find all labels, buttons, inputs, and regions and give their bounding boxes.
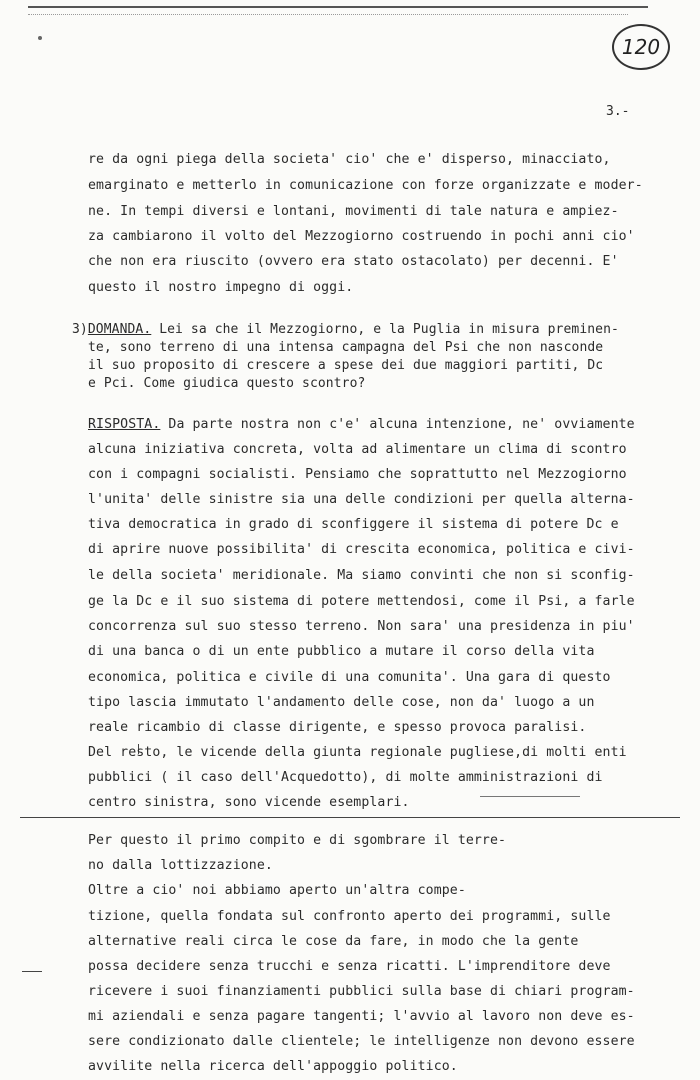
paste-divider-line (20, 817, 680, 818)
answer-line: di una banca o di un ente pubblico a mutare il corso della vita (88, 644, 595, 659)
answer-line-first (88, 417, 668, 432)
closing-line: no dalla lottizzazione. (88, 858, 273, 873)
answer-line: centro sinistra, sono vicende esemplari. (88, 795, 410, 810)
answer-line: alcuna iniziativa concreta, volta ad alimentare un clima di scontro (88, 442, 627, 457)
answer-line: con i compagni socialisti. Pensiamo che soprattutto nel Mezzogiorno (88, 467, 627, 482)
answer-line: economica, politica e civile di una comunita'. Una gara di questo (88, 670, 611, 685)
top-dotted-line (28, 14, 628, 15)
closing-line: alternative reali circa le cose da fare, in modo che la gente (88, 934, 579, 949)
answer-line: pubblici ( il caso dell'Acquedotto), di molte amministrazioni di (88, 770, 603, 785)
answer-line: Del resto, le vicende della giunta regionale pugliese,di molti enti (88, 745, 627, 760)
pen-stroke (480, 796, 580, 797)
intro-line: che non era riuscito (ovvero era stato ostacolato) per decenni. E' (88, 254, 619, 269)
answer-line: ge la Dc e il suo sistema di potere mettendosi, come il Psi, a farle (88, 594, 635, 609)
page-stamp (612, 24, 670, 70)
page-number: 3.- (606, 104, 630, 119)
intro-line: re da ogni piega della societa' cio' che e' disperso, minacciato, (88, 152, 611, 167)
closing-line: tizione, quella fondata sul confronto aperto dei programmi, sulle (88, 909, 611, 924)
answer-line: reale ricambio di classe dirigente, e spesso provoca paralisi. (88, 720, 587, 735)
closing-line: sere condizionato dalle clientele; le intelligenze non devono essere (88, 1034, 635, 1049)
top-border-line (28, 6, 648, 8)
answer-text: Da parte nostra non c'e' alcuna intenzione, ne' ovviamente (160, 417, 635, 432)
answer-label: RISPOSTA. (88, 417, 161, 432)
intro-line: za cambiarono il volto del Mezzogiorno costruendo in pochi anni cio' (88, 229, 635, 244)
closing-line: Oltre a cio' noi abbiamo aperto un'altra compe- (88, 883, 466, 898)
question-number: 3) (72, 322, 88, 337)
intro-line: ne. In tempi diversi e lontani, movimenti di tale natura e ampiez- (88, 204, 619, 219)
question-text: Lei sa che il Mezzogiorno, e la Puglia in misura preminen- (151, 322, 619, 337)
question-line-first (72, 322, 672, 337)
closing-line: mi aziendali e senza pagare tangenti; l'avvio al lavoro non deve es- (88, 1009, 635, 1024)
answer-line: tiva democratica in grado di sconfiggere il sistema di potere Dc e (88, 517, 619, 532)
intro-line: questo il nostro impegno di oggi. (88, 280, 354, 295)
closing-line: avvilite nella ricerca dell'appoggio politico. (88, 1059, 458, 1074)
answer-line: concorrenza sul suo stesso terreno. Non sara' una presidenza in piu' (88, 619, 635, 634)
closing-line: Per questo il primo compito e di sgombrare il terre- (88, 833, 507, 848)
question-line: e Pci. Come giudica questo scontro? (88, 376, 366, 391)
question-line: te, sono terreno di una intensa campagna del Psi che non nasconde (88, 340, 604, 355)
margin-dash (22, 971, 42, 972)
margin-dot (38, 36, 42, 40)
closing-line: ricevere i suoi finanziamenti pubblici sulla base di chiari program- (88, 984, 635, 999)
stamp-number: 120 (621, 35, 661, 59)
question-label: DOMANDA. (87, 322, 152, 337)
answer-line: l'unita' delle sinistre sia una delle condizioni per quella alterna- (88, 492, 635, 507)
closing-line: possa decidere senza trucchi e senza ricatti. L'imprenditore deve (88, 959, 611, 974)
question-line: il suo proposito di crescere a spese dei due maggiori partiti, Dc (88, 358, 604, 373)
answer-line: le della societa' meridionale. Ma siamo convinti che non si sconfig- (88, 568, 635, 583)
answer-line: di aprire nuove possibilita' di crescita economica, politica e civi- (88, 542, 635, 557)
intro-line: emarginato e metterlo in comunicazione con forze organizzate e moder- (88, 178, 643, 193)
answer-line: tipo lascia immutato l'andamento delle cose, non da' luogo a un (88, 695, 595, 710)
